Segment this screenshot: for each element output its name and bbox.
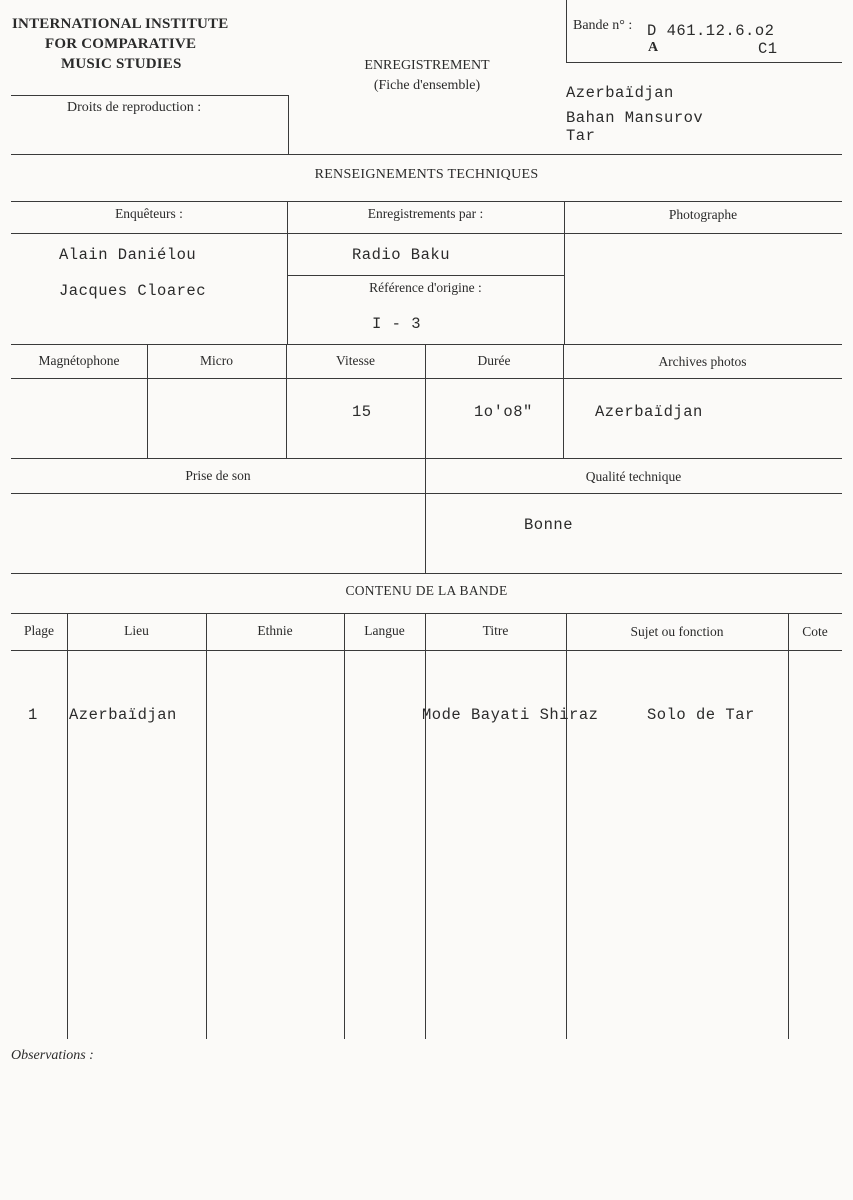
row-titre: Mode Bayati Shiraz [422, 706, 599, 724]
prise-de-son-label: Prise de son [185, 468, 251, 483]
contenu-section-title: CONTENU DE LA BANDE [345, 583, 508, 598]
row-plage: 1 [28, 706, 38, 724]
form-subtitle: (Fiche d'ensemble) [373, 78, 481, 93]
form-title: ENREGISTREMENT [364, 58, 490, 73]
contenu-col-divider-3 [344, 613, 345, 1039]
contenu-columns-divider [11, 650, 842, 651]
col-header-sujet: Sujet ou fonction [630, 624, 724, 639]
institute-name-line1: INTERNATIONAL INSTITUTE [12, 16, 229, 32]
subject-performer: Bahan Mansurov [566, 109, 704, 127]
vitesse-value: 15 [352, 403, 372, 421]
observations-label: Observations : [11, 1048, 94, 1063]
rights-label: Droits de reproduction : [67, 100, 202, 115]
enqueteur-1: Alain Daniélou [59, 246, 197, 264]
bande-box-bottom-border [566, 62, 842, 63]
institute-name-line3: MUSIC STUDIES [61, 56, 182, 72]
equipment-bottom [11, 458, 842, 459]
magnetophone-label: Magnétophone [38, 353, 120, 368]
col-header-plage: Plage [24, 623, 54, 638]
subject-instrument: Tar [566, 127, 596, 145]
institute-name-line2: FOR COMPARATIVE [45, 36, 197, 52]
prise-bottom [11, 573, 842, 574]
qualite-technique-label: Qualité technique [585, 469, 682, 484]
archives-label: Archives photos [658, 354, 747, 369]
bande-label: Bande n° : [573, 18, 633, 33]
col-header-ethnie: Ethnie [257, 623, 293, 638]
tech-col-divider-1 [287, 201, 288, 344]
enqueteur-2: Jacques Cloarec [59, 282, 207, 300]
subject-country: Azerbaïdjan [566, 84, 674, 102]
contenu-col-divider-4 [425, 613, 426, 1039]
qualite-value: Bonne [524, 516, 574, 534]
vitesse-label: Vitesse [336, 353, 375, 368]
reference-divider [287, 275, 564, 276]
reference-label: Référence d'origine : [369, 280, 482, 295]
micro-label: Micro [200, 353, 233, 368]
contenu-col-divider-2 [206, 613, 207, 1039]
tech-labels-divider [11, 233, 842, 234]
enregistrements-label: Enregistrements par : [367, 206, 484, 221]
equipment-labels-divider [11, 378, 842, 379]
enqueteurs-label: Enquêteurs : [115, 206, 183, 221]
reference-value: I - 3 [372, 315, 422, 333]
prise-labels-divider [11, 493, 842, 494]
col-header-langue: Langue [364, 623, 405, 638]
tech-header-divider [11, 201, 842, 202]
tech-section-title: RENSEIGNEMENTS TECHNIQUES [314, 167, 539, 182]
bande-number: D 461.12.6.o2 [647, 22, 775, 40]
rights-box-top-border [11, 95, 288, 96]
bande-side: A [648, 40, 659, 55]
contenu-col-divider-1 [67, 613, 68, 1039]
header-divider [11, 154, 842, 155]
enregistrements-value: Radio Baku [352, 246, 451, 264]
tech-block-bottom [11, 344, 842, 345]
duree-value: 1o'o8" [474, 403, 533, 421]
contenu-col-divider-5 [566, 613, 567, 1039]
contenu-header-divider [11, 613, 842, 614]
col-header-lieu: Lieu [124, 623, 149, 638]
col-header-cote: Cote [802, 624, 828, 639]
bande-code: C1 [758, 40, 778, 58]
duree-label: Durée [477, 353, 511, 368]
photographe-label: Photographe [668, 207, 738, 222]
row-sujet: Solo de Tar [647, 706, 755, 724]
bande-box-left-border [566, 0, 567, 63]
archives-value: Azerbaïdjan [595, 403, 703, 421]
contenu-col-divider-6 [788, 613, 789, 1039]
col-header-titre: Titre [482, 623, 509, 638]
rights-box-right-border [288, 95, 289, 154]
row-lieu: Azerbaïdjan [69, 706, 177, 724]
